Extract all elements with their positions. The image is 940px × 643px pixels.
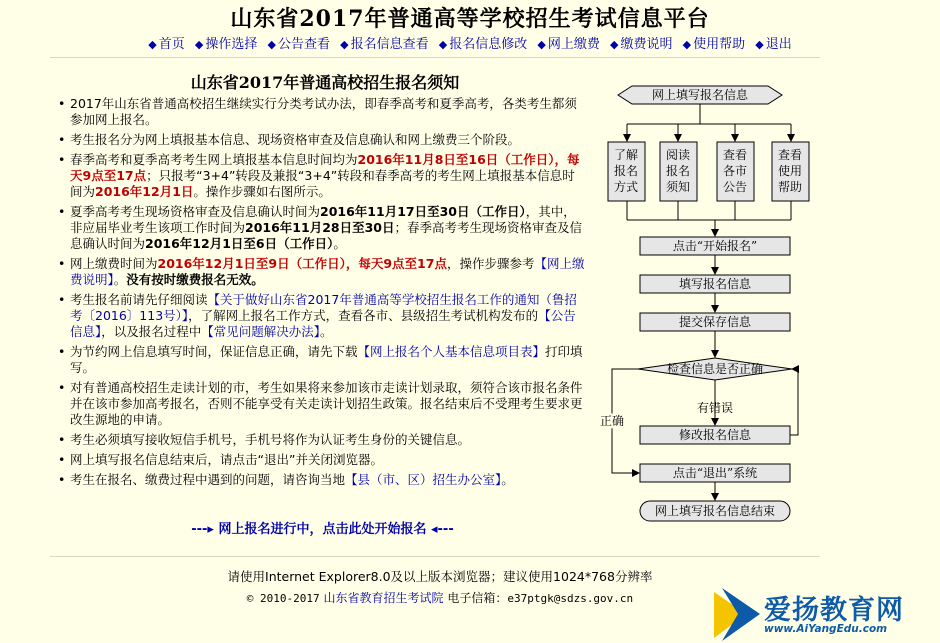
org-link[interactable]: 山东省教育招生考试院	[323, 591, 444, 605]
flow-step-label: 填写报名信息	[678, 277, 752, 291]
nav-operation-select[interactable]: ◆ 操作选择	[194, 37, 258, 52]
notice-item: • 考生报名前请先仔细阅读【关于做好山东省2017年普通高等学校招生报名工作的通知（鲁招考〔2016〕113号）】，了解网上报名工作方式，查看各市、县级招生考试机构发布的【公告信息】，以及报名过程中【常见问题解决办法】。	[57, 292, 585, 340]
nav-help[interactable]: ◆ 使用帮助	[682, 37, 746, 52]
flow-option-label: 查看各市公告	[722, 148, 748, 194]
flow-decision-label: 检查信息是否正确	[666, 362, 764, 376]
diamond-icon: ◆	[340, 38, 349, 51]
nav-announcements[interactable]: ◆ 公告查看	[267, 37, 330, 52]
flow-step-label: 提交保存信息	[678, 315, 752, 329]
diamond-icon: ◆	[438, 38, 448, 51]
payment-guide-link[interactable]: 【网上缴费说明】	[70, 256, 585, 287]
top-nav	[0, 33, 940, 52]
info-form-download-link[interactable]: 【网上报名个人基本信息项目表】	[357, 344, 546, 359]
diamond-icon: ◆	[194, 38, 204, 51]
flow-step-label: 修改报名信息	[678, 428, 752, 442]
notice-list	[57, 96, 585, 492]
flow-option-label: 阅读报名须知	[665, 148, 691, 194]
registration-flowchart	[590, 78, 810, 528]
diamond-icon: ◆	[148, 38, 157, 51]
local-office-link[interactable]: 【县（市、区）招生办公室】	[345, 472, 502, 487]
notice-item: • 考生必须填写接收短信手机号，手机号将作为认证考生身份的关键信息。	[57, 432, 585, 448]
notice-item: • 为节约网上信息填写时间，保证信息正确，请先下载【网上报名个人基本信息项目表】打印填写。	[57, 344, 585, 376]
nav-online-payment[interactable]: ◆ 网上缴费	[537, 37, 600, 52]
watermark-url: www.AiYangEdu.com	[764, 623, 888, 635]
footer-divider	[50, 556, 820, 557]
announcements-link[interactable]: 【公告信息】	[70, 308, 576, 339]
watermark-brand: 爱扬教育网	[764, 595, 904, 626]
diamond-icon: ◆	[755, 38, 764, 51]
diamond-icon: ◆	[537, 38, 546, 51]
notice-item: • 夏季高考考生现场资格审查及信息确认时间为2016年11月17日至30日（工作日），其中，非应届毕业考生该项工作时间为2016年11月28日至30日；春季高考考生现场资格审查及信息确认时间为2016年12月1日至6日（工作日）。	[57, 204, 585, 252]
flow-branch-label: 正确	[599, 414, 625, 428]
nav-home[interactable]: ◆ 首页	[148, 37, 185, 52]
email-address: e37ptgk@sdzs.gov.cn	[507, 592, 634, 605]
notice-title: 山东省2017年普通高校招生报名须知	[190, 73, 460, 92]
notice-item: • 春季高考和夏季高考考生网上填报基本信息时间均为2016年11月8日至16日（工作日），每天9点至17点；只报考“3+4”转段及兼报“3+4”转段和春季高考的考生网上填报基本信息时间为2016年12月1日。操作步骤如右图所示。	[57, 152, 585, 200]
email-label: 电子信箱：	[447, 591, 508, 605]
diamond-icon: ◆	[610, 38, 619, 51]
header-divider	[50, 57, 820, 58]
nav-logout[interactable]: ◆ 退出	[755, 37, 792, 52]
nav-edit-registration[interactable]: ◆ 报名信息修改	[438, 37, 528, 52]
flow-option-label: 了解报名方式	[613, 148, 639, 194]
official-notice-link[interactable]: 【关于做好山东省2017年普通高等学校招生报名工作的通知（鲁招考〔2016〕113号）】	[70, 292, 577, 323]
flow-start-label: 网上填写报名信息	[651, 88, 749, 102]
nav-payment-guide[interactable]: ◆ 缴费说明	[610, 37, 673, 52]
flow-step-label: 点击“开始报名”	[672, 239, 758, 253]
start-registration-link[interactable]: ---▸ 网上报名进行中，点击此处开始报名 ◂---	[191, 522, 454, 537]
faq-link[interactable]: 【常见问题解决办法】	[201, 324, 321, 339]
logo-mark-icon	[712, 586, 764, 643]
notice-item: • 考生报名分为网上填报基本信息、现场资格审查及信息确认和网上缴费三个阶段。	[57, 132, 585, 148]
browser-note: 请使用Internet Explorer8.0及以上版本浏览器；建议使用1024*768分辨率	[227, 569, 653, 584]
flow-branch-label: 有错误	[696, 401, 734, 415]
copyright: © 2010-2017	[246, 592, 320, 605]
diamond-icon: ◆	[682, 38, 692, 51]
watermark-logo	[712, 586, 940, 643]
notice-item: • 考生在报名、缴费过程中遇到的问题，请咨询当地【县（市、区）招生办公室】。	[57, 472, 585, 488]
notice-item: • 网上缴费时间为2016年12月1日至9日（工作日），每天9点至17点，操作步骤参考【网上缴费说明】。没有按时缴费报名无效。	[57, 256, 585, 288]
nav-view-registration[interactable]: ◆ 报名信息查看	[340, 37, 429, 52]
flow-end-label: 网上填写报名信息结束	[654, 504, 776, 518]
notice-item: • 网上填写报名信息结束后，请点击“退出”并关闭浏览器。	[57, 452, 585, 468]
notice-item: • 2017年山东省普通高校招生继续实行分类考试办法，即春季高考和夏季高考，各类考生都须参加网上报名。	[57, 96, 585, 128]
site-title: 山东省2017年普通高等学校招生考试信息平台	[230, 6, 710, 32]
notice-item: • 对有普通高校招生走读计划的市，考生如果将来参加该市走读计划录取，须符合该市报名条件并在该市参加高考报名，否则不能享受有关走读计划招生政策。报名结束后不受理考生要求更改生源地的申请。	[57, 380, 585, 428]
flow-option-label: 查看使用帮助	[777, 148, 803, 194]
flow-step-label: 点击“退出”系统	[672, 466, 758, 480]
diamond-icon: ◆	[267, 38, 276, 51]
